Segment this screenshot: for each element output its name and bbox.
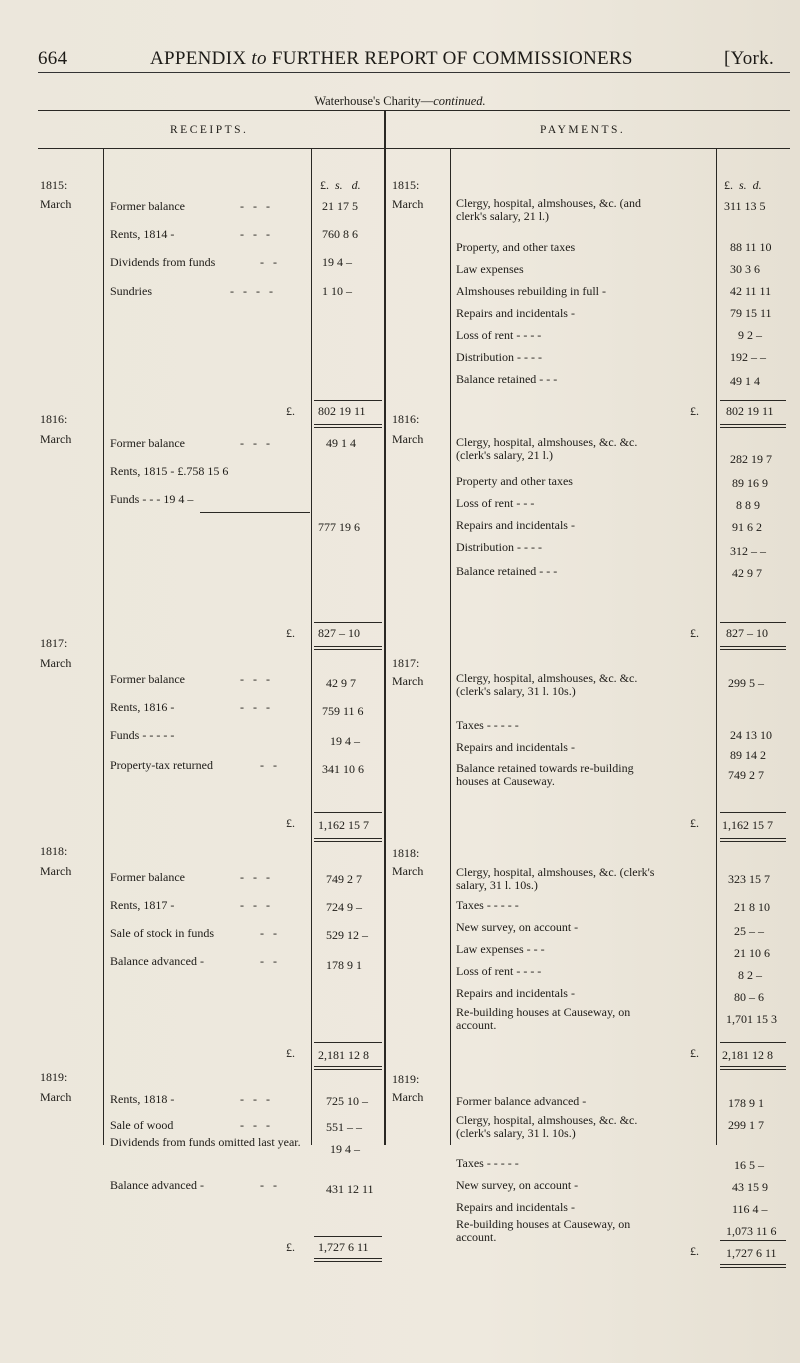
pound-sign: £. <box>690 816 699 830</box>
receipt-amount: 19 4 – <box>322 255 352 269</box>
payment-amount: 192 – – <box>730 350 766 364</box>
column-divider-payment-labels <box>450 148 451 1145</box>
receipt-item: Former balance <box>110 436 185 450</box>
pound-sign: £. <box>690 626 699 640</box>
receipt-item: Rents, 1816 - <box>110 700 175 714</box>
payment-amount: 116 4 – <box>732 1202 768 1216</box>
year-label: 1815: <box>392 178 420 192</box>
receipt-item: Rents, 1815 - £.758 15 6 <box>110 464 229 478</box>
payment-amount: 749 2 7 <box>728 768 764 782</box>
payment-item: Repairs and incidentals - <box>456 986 575 1000</box>
receipt-amount: 341 10 6 <box>322 762 364 776</box>
leader-dots: - - - <box>240 672 273 686</box>
leader-dots: - - - <box>240 199 273 213</box>
sum-rule <box>720 1240 786 1241</box>
year-label: 1816: <box>392 412 420 426</box>
year-label: 1816: <box>40 412 68 426</box>
pound-sign: £. <box>286 404 295 418</box>
leader-dots: - - - <box>240 700 273 714</box>
month-label: March <box>392 864 424 878</box>
receipt-item: Dividends from funds <box>110 255 216 269</box>
header-rule <box>38 72 790 73</box>
receipt-amount: 777 19 6 <box>318 520 360 534</box>
leader-dots: - - <box>260 758 280 772</box>
payment-item: Distribution - - - - <box>456 540 542 554</box>
payment-item: Repairs and incidentals - <box>456 518 575 532</box>
receipt-amount: 19 4 – <box>330 734 360 748</box>
year-label: 1818: <box>40 844 68 858</box>
receipt-item: Balance advanced - <box>110 954 204 968</box>
payment-item: Balance retained - - - <box>456 564 558 578</box>
receipts-total: 1,727 6 11 <box>318 1240 369 1254</box>
payment-amount: 323 15 7 <box>728 872 770 886</box>
pound-sign: £. <box>690 404 699 418</box>
payment-item: Repairs and incidentals - <box>456 1200 575 1214</box>
receipt-amount: 21 17 5 <box>322 199 358 213</box>
receipt-amount: 749 2 7 <box>326 872 362 886</box>
table-top-rule <box>38 110 790 111</box>
payment-amount: 21 8 10 <box>734 900 770 914</box>
payments-heading: PAYMENTS. <box>540 124 626 136</box>
payments-total: 827 – 10 <box>726 626 768 640</box>
payment-amount: 312 – – <box>730 544 766 558</box>
column-divider-receipt-amounts <box>311 148 312 1145</box>
total-double-rule <box>314 838 382 842</box>
receipts-heading: RECEIPTS. <box>170 124 249 136</box>
receipt-item: Balance advanced - <box>110 1178 204 1192</box>
receipts-total: 827 – 10 <box>318 626 360 640</box>
leader-dots: - - <box>260 1178 280 1192</box>
month-label: March <box>392 432 424 446</box>
receipt-item: Sale of wood <box>110 1118 174 1132</box>
payment-item: Balance retained - - - <box>456 372 558 386</box>
payment-item: Clergy, hospital, almshouses, &c. (clerk's salary, 31 l. 10s.) <box>456 865 655 892</box>
total-double-rule <box>314 1066 382 1070</box>
sum-rule <box>314 400 382 401</box>
table-head-rule <box>38 148 790 149</box>
receipt-item: Former balance <box>110 199 185 213</box>
payment-item: Distribution - - - - <box>456 350 542 364</box>
leader-dots: - - - <box>240 436 273 450</box>
leader-dots: - - - <box>240 898 273 912</box>
month-label: March <box>40 197 72 211</box>
payment-item: Clergy, hospital, almshouses, &c. &c. (clerk's salary, 21 l.) <box>456 435 638 462</box>
payments-money-head: £. s. d. <box>724 178 762 192</box>
receipts-money-head: £. s. d. <box>320 178 361 192</box>
leader-dots: - - - <box>240 870 273 884</box>
page-number: 664 <box>38 48 68 69</box>
payment-item: Repairs and incidentals - <box>456 306 575 320</box>
total-double-rule <box>314 1258 382 1262</box>
payment-amount: 282 19 7 <box>730 452 772 466</box>
receipt-item: Rents, 1814 - <box>110 227 175 241</box>
total-double-rule <box>314 424 382 428</box>
sum-rule <box>200 512 310 513</box>
payments-total: 2,181 12 8 <box>722 1048 773 1062</box>
column-divider-payment-amounts <box>716 148 717 1145</box>
sum-rule <box>720 812 786 813</box>
leader-dots: - - - <box>240 1118 273 1132</box>
pound-sign: £. <box>286 626 295 640</box>
payment-item: Almshouses rebuilding in full - <box>456 284 606 298</box>
payment-item: Balance retained towards re-building houses at Causeway. <box>456 761 634 788</box>
payment-amount: 25 – – <box>734 924 764 938</box>
payment-item: Taxes - - - - - <box>456 1156 519 1170</box>
payment-item: Property and other taxes <box>456 474 573 488</box>
county-label: [York. <box>724 48 775 69</box>
leader-dots: - - - - <box>230 284 276 298</box>
receipt-item: Rents, 1817 - <box>110 898 175 912</box>
payment-amount: 89 16 9 <box>732 476 768 490</box>
sum-rule <box>314 622 382 623</box>
payment-item: Repairs and incidentals - <box>456 740 575 754</box>
payment-item: Clergy, hospital, almshouses, &c. &c. (clerk's salary, 31 l. 10s.) <box>456 671 638 698</box>
payment-item: Loss of rent - - - - <box>456 964 542 978</box>
payment-amount: 80 – 6 <box>734 990 764 1004</box>
receipt-amount: 725 10 – <box>326 1094 368 1108</box>
year-label: 1815: <box>40 178 68 192</box>
month-label: March <box>40 864 72 878</box>
payment-item: Loss of rent - - - - <box>456 328 542 342</box>
payment-amount: 42 11 11 <box>730 284 772 298</box>
column-divider-receipt-labels <box>103 148 104 1145</box>
payment-amount: 8 8 9 <box>736 498 760 512</box>
month-label: March <box>392 674 424 688</box>
payment-item: Law expenses <box>456 262 524 276</box>
payment-item: Property, and other taxes <box>456 240 576 254</box>
receipt-item: Funds - - - 19 4 – <box>110 492 194 506</box>
payment-amount: 30 3 6 <box>730 262 760 276</box>
total-double-rule <box>720 1066 786 1070</box>
month-label: March <box>392 197 424 211</box>
table-subtitle: Waterhouse's Charity—continued. <box>314 94 486 108</box>
sum-rule <box>314 1236 382 1237</box>
receipt-item: Funds - - - - - <box>110 728 175 742</box>
total-double-rule <box>314 646 382 650</box>
month-label: March <box>40 1090 72 1104</box>
payments-total: 1,727 6 11 <box>726 1246 777 1260</box>
leader-dots: - - - <box>240 1092 273 1106</box>
receipts-total: 802 19 11 <box>318 404 366 418</box>
receipts-total: 2,181 12 8 <box>318 1048 369 1062</box>
pound-sign: £. <box>286 1240 295 1254</box>
receipt-amount: 19 4 – <box>330 1142 360 1156</box>
payment-amount: 43 15 9 <box>732 1180 768 1194</box>
payment-item: Loss of rent - - - <box>456 496 535 510</box>
total-double-rule <box>720 838 786 842</box>
pound-sign: £. <box>286 816 295 830</box>
payment-item: Law expenses - - - <box>456 942 545 956</box>
leader-dots: - - - <box>240 227 273 241</box>
total-double-rule <box>720 424 786 428</box>
receipt-item: Dividends from funds omitted last year. <box>110 1135 301 1149</box>
payment-amount: 21 10 6 <box>734 946 770 960</box>
payment-amount: 9 2 – <box>738 328 762 342</box>
receipt-item: Sale of stock in funds <box>110 926 214 940</box>
payment-item: Re-building houses at Causeway, on account. <box>456 1217 631 1244</box>
total-double-rule <box>720 1264 786 1268</box>
payment-amount: 311 13 5 <box>724 199 766 213</box>
receipt-amount: 1 10 – <box>322 284 352 298</box>
payment-item: New survey, on account - <box>456 920 579 934</box>
sum-rule <box>314 812 382 813</box>
year-label: 1819: <box>392 1072 420 1086</box>
payment-item: Clergy, hospital, almshouses, &c. (and clerk's salary, 21 l.) <box>456 196 641 223</box>
receipt-item: Rents, 1818 - <box>110 1092 175 1106</box>
payment-amount: 16 5 – <box>734 1158 764 1172</box>
receipt-item: Property-tax returned <box>110 758 213 772</box>
year-label: 1817: <box>392 656 420 670</box>
receipt-amount: 551 – – <box>326 1120 362 1134</box>
month-label: March <box>40 432 72 446</box>
payment-item: New survey, on account - <box>456 1178 579 1192</box>
receipt-amount: 431 12 11 <box>326 1182 374 1196</box>
leader-dots: - - <box>260 926 280 940</box>
column-divider-center <box>384 110 386 1145</box>
payment-item: Taxes - - - - - <box>456 718 519 732</box>
payment-amount: 1,701 15 3 <box>726 1012 777 1026</box>
payment-amount: 8 2 – <box>738 968 762 982</box>
pound-sign: £. <box>690 1244 699 1258</box>
sum-rule <box>720 1042 786 1043</box>
receipt-amount: 42 9 7 <box>326 676 356 690</box>
payment-amount: 299 5 – <box>728 676 764 690</box>
payments-total: 802 19 11 <box>726 404 774 418</box>
receipt-item: Sundries <box>110 284 152 298</box>
receipt-amount: 724 9 – <box>326 900 362 914</box>
receipt-amount: 759 11 6 <box>322 704 364 718</box>
sum-rule <box>720 622 786 623</box>
payment-amount: 299 1 7 <box>728 1118 764 1132</box>
year-label: 1819: <box>40 1070 68 1084</box>
payment-amount: 79 15 11 <box>730 306 772 320</box>
payment-item: Re-building houses at Causeway, on account. <box>456 1005 631 1032</box>
pound-sign: £. <box>286 1046 295 1060</box>
payment-amount: 49 1 4 <box>730 374 760 388</box>
receipt-amount: 529 12 – <box>326 928 368 942</box>
payment-item: Former balance advanced - <box>456 1094 587 1108</box>
month-label: March <box>392 1090 424 1104</box>
payment-amount: 89 14 2 <box>730 748 766 762</box>
sum-rule <box>720 400 786 401</box>
month-label: March <box>40 656 72 670</box>
payments-total: 1,162 15 7 <box>722 818 773 832</box>
year-label: 1818: <box>392 846 420 860</box>
sum-rule <box>314 1042 382 1043</box>
receipts-total: 1,162 15 7 <box>318 818 369 832</box>
receipt-amount: 760 8 6 <box>322 227 358 241</box>
payment-amount: 1,073 11 6 <box>726 1224 777 1238</box>
payment-amount: 91 6 2 <box>732 520 762 534</box>
payment-amount: 178 9 1 <box>728 1096 764 1110</box>
receipt-item: Former balance <box>110 672 185 686</box>
running-title: APPENDIX to FURTHER REPORT OF COMMISSIONERS <box>150 48 633 69</box>
payment-item: Taxes - - - - - <box>456 898 519 912</box>
pound-sign: £. <box>690 1046 699 1060</box>
total-double-rule <box>720 646 786 650</box>
receipt-amount: 178 9 1 <box>326 958 362 972</box>
payment-amount: 24 13 10 <box>730 728 772 742</box>
payment-amount: 88 11 10 <box>730 240 772 254</box>
leader-dots: - - <box>260 954 280 968</box>
payment-item: Clergy, hospital, almshouses, &c. &c. (clerk's salary, 31 l. 10s.) <box>456 1113 638 1140</box>
payment-amount: 42 9 7 <box>732 566 762 580</box>
receipt-amount: 49 1 4 <box>326 436 356 450</box>
receipt-item: Former balance <box>110 870 185 884</box>
leader-dots: - - <box>260 255 280 269</box>
year-label: 1817: <box>40 636 68 650</box>
